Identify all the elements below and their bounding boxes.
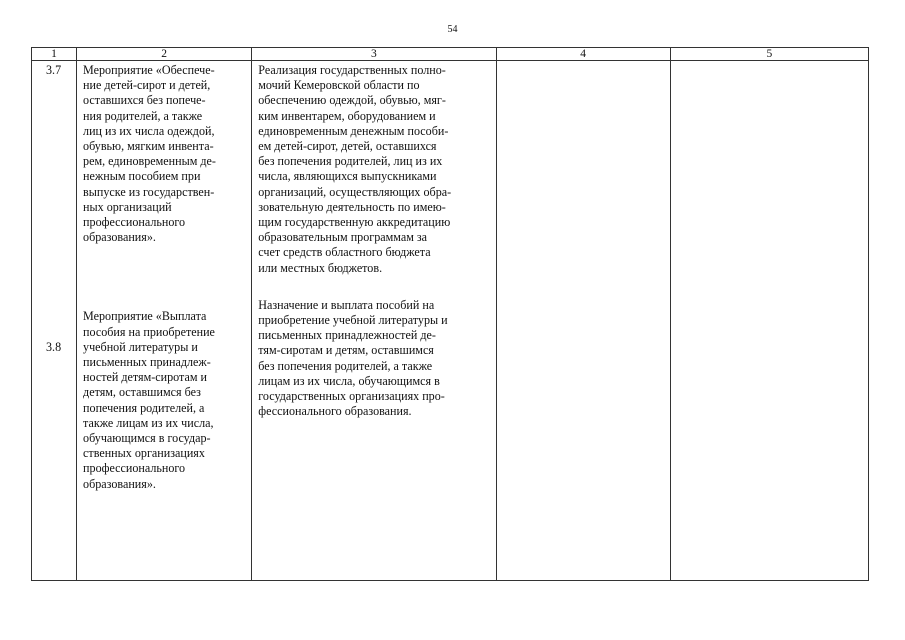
header-cell-2: 2 [77,48,252,61]
row-spacer [32,78,76,338]
row-spacer [252,276,495,296]
description-column [252,61,496,581]
activities-table [31,47,869,581]
header-cell-5: 5 [670,48,868,61]
page-number: 54 [447,24,458,35]
row-spacer [77,245,251,307]
header-cell-3: 3 [252,48,496,61]
column-5-cell [670,61,868,581]
event-text-3-7: Мероприятие «Обеспече- ние детей-сирот и детей, оставшихся без попече- ния родителей, а также лиц из их числа одеждой, обувью, мягким инвента- рем, единовременным де- нежным пособием при выпуске из государствен- ных организаций профессионального образования». [83,63,216,245]
item-number-3-8: 3.8 [46,340,62,355]
description-text-3-7: Реализация государственных полно- мочий Кемеровской области по обеспечению одеждой, обувью, мяг- ким инвентарем, оборудованием и единовременным денежным пособи- ем детей-сирот, детей, оставшихся без попечения родителей, лиц из их числа, являющихся выпускниками организаций, осуществляющих обра- зовательную деятельность по имею- щим государственную аккредитацию образовательным программам за счет средств областного бюджета или местных бюджетов. [258,63,452,275]
header-cell-4: 4 [496,48,670,61]
event-column [77,61,252,581]
table-header-row [32,48,869,61]
header-cell-1: 1 [32,48,77,61]
item-number-column [32,61,77,581]
event-text-3-8: Мероприятие «Выплата пособия на приобретение учебной литературы и письменных принадлеж- ностей детям-сиротам и детям, оставшимся без попечения родителей, а также лицам из их числа, обучающимся в государ- ственных организациях профессионального образования». [83,309,215,491]
table-body-row [32,61,869,581]
item-number-3-7: 3.7 [46,63,62,77]
column-4-cell [496,61,670,581]
description-text-3-8: Назначение и выплата пособий на приобретение учебной литературы и письменных принадлежностей де- тям-сиротам и детям, оставшимся без попечения родителей, а также лицам из их числа, обучающимся в государственных организациях про- фессионального образования. [258,297,448,419]
